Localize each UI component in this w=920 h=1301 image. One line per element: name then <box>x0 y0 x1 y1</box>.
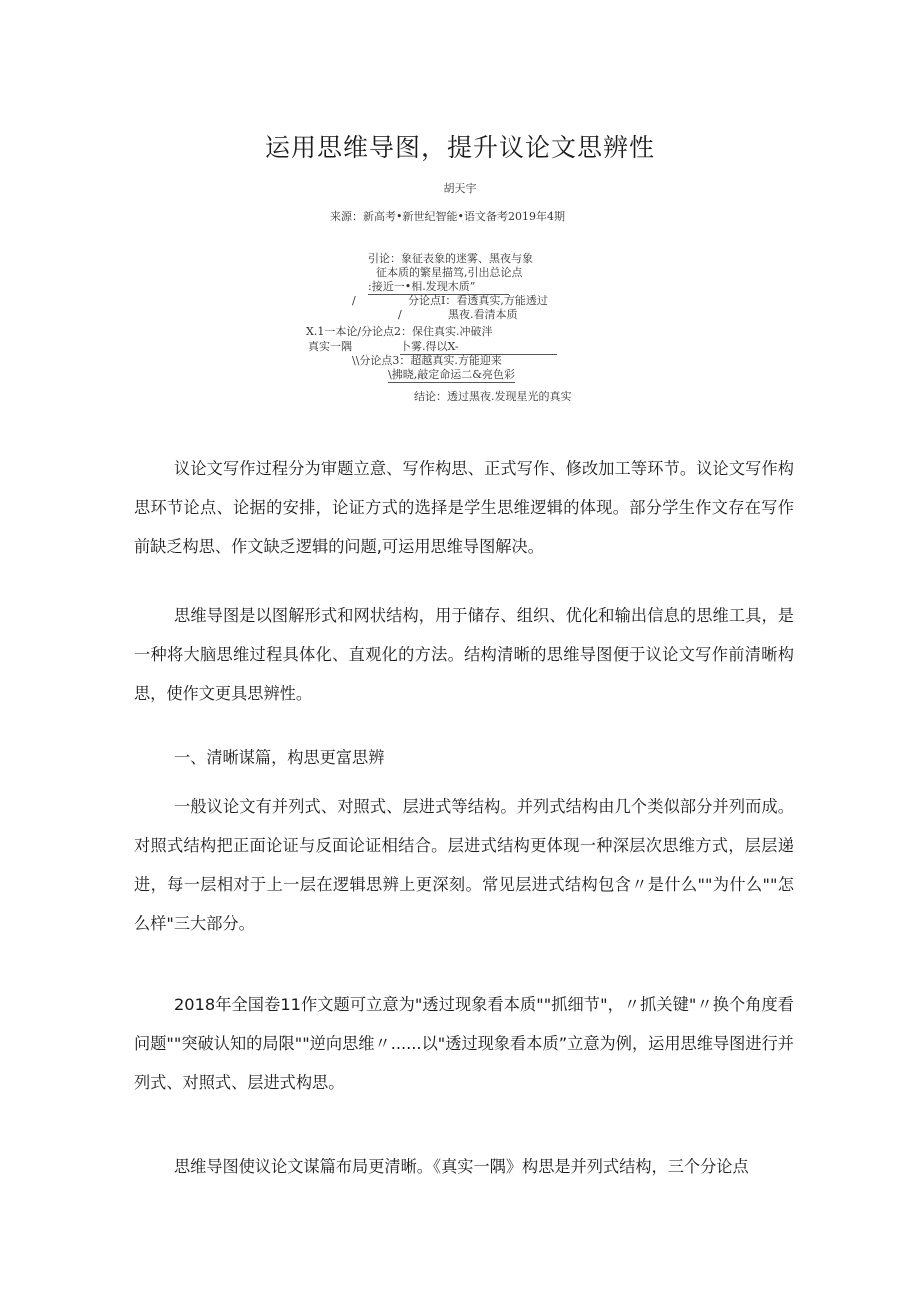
mind-map-point-2-line-1: X.1一本论/分论点2：保住真实.冲破泮 <box>306 325 493 338</box>
mind-map-point-3-line-1: \\分论点3：超越真实.方能迎来 <box>352 354 502 367</box>
mind-map-thesis-line: :接近一•相.发现木质” <box>368 280 509 295</box>
section-heading: 一、清晰谋篇，构思更富思辨 <box>174 748 385 767</box>
mind-map-center-node: 真实一隅 <box>308 340 352 353</box>
article-title: 运用思维导图，提升议论文思辨性 <box>264 133 655 162</box>
article-source: 来源：新高考•新世纪智能•语文备考2019年4期 <box>330 210 565 223</box>
body-paragraph: 思维导图使议论文谋篇布局更清晰。《真实一隅》构思是并列式结构，三个分论点 <box>174 1157 749 1176</box>
mind-map-point-1-line-1: 分论点I：看透真实,方能透过 <box>408 294 548 307</box>
body-paragraph: 一般议论文有并列式、对照式、层进式等结构。并列式结构由几个类似部分并列而成。对照式结构把正面论证与反面论证相结合。层进式结构更体现一种深层次思维方式，层层递进，每一层相对于上一层在逻辑思辨上更深刻。常见层进式结构包含〃是什么""为什么""怎么样"三大部分。 <box>134 797 794 933</box>
mind-map-point-2-line-2: 卜雾.得以X- <box>400 340 557 355</box>
body-paragraph: 议论文写作过程分为审题立意、写作构思、正式写作、修改加工等环节。议论文写作构思环节论点、论据的安排，论证方式的选择是学生思维逻辑的体现。部分学生作文存在写作前缺乏构思、作文缺乏逻辑的问题,可运用思维导图解决。 <box>134 459 794 556</box>
mind-map-point-1-line-2: 黑夜.看清本质 <box>448 308 518 321</box>
mind-map-branch-slash: / <box>352 294 356 307</box>
mind-map-conclusion: 结论：透过黑夜.发现星光的真实 <box>414 390 572 403</box>
body-paragraph: 思维导图是以图解形式和网状结构，用于储存、组织、优化和输出信息的思维工具，是一种将大脑思维过程具体化、直观化的方法。结构清晰的思维导图便于议论文写作前清晰构思，使作文更具思辨性。 <box>134 606 794 703</box>
mind-map-branch-slash: / <box>398 308 402 321</box>
body-paragraph: 2018年全国卷11作文题可立意为"透过现象看本质""抓细节"，〃抓关键"〃换个角度看问题""突破认知的局限""逆向思维〃......以"透过现象看本质”立意为例，运用思维导图进行并列式、对照式、层进式构思。 <box>134 995 794 1092</box>
mind-map-introduction-line-1: 引论：象征表象的迷雾、黑夜与象 <box>368 252 533 265</box>
article-author: 胡天宇 <box>443 182 477 195</box>
mind-map-introduction-line-2: 征本质的繁星描笃,引出总论点 <box>376 266 523 279</box>
mind-map-point-3-line-2: \拂晓,敲定命运二&亮色彩 <box>388 368 515 381</box>
